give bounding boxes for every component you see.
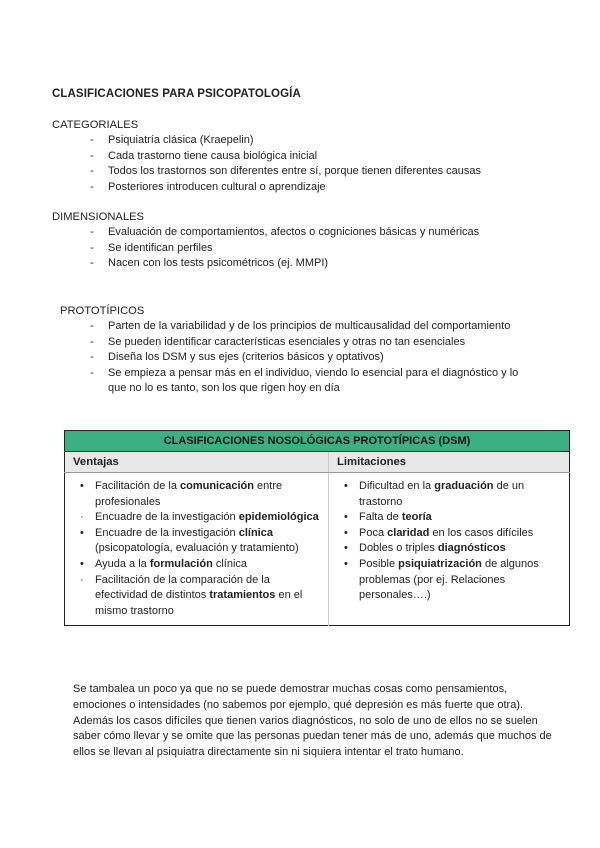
ventajas-cell	[65, 473, 329, 626]
section-dimensionales	[52, 210, 510, 272]
list-item: · Encuadre de la investigación epidemiológica	[73, 510, 320, 526]
list-item: - Parten de la variabilidad y de los principios de multicausalidad del comportamiento	[90, 319, 520, 335]
list-item: - Diseña los DSM y sus ejes (criterios básicos y optativos)	[90, 350, 520, 366]
list-item: • Facilitación de la comunicación entre profesionales	[73, 479, 320, 510]
list-item: - Cada trastorno tiene causa biológica inicial	[90, 149, 481, 165]
dash-list	[52, 133, 481, 195]
dash-list	[52, 225, 510, 272]
document-title: CLASIFICACIONES PARA PSICOPATOLOGÍA	[52, 88, 301, 100]
list-item: • Posible psiquiatrización de algunos problemas (por ej. Relaciones personales….)	[337, 557, 561, 604]
list-item: • Falta de teoría	[337, 510, 561, 526]
dsm-table	[64, 430, 570, 626]
section-heading: DIMENSIONALES	[52, 211, 145, 223]
dash-list	[60, 319, 520, 397]
section-categoriales	[52, 118, 481, 195]
list-item: - Se identifican perfiles	[90, 241, 510, 257]
list-item: · Facilitación de la comparación de la efectividad de distintos tratamientos en el mismo trastorno	[73, 573, 320, 620]
table-caption: CLASIFICACIONES NOSOLÓGICAS PROTOTÍPICAS (DSM)	[65, 431, 570, 452]
list-item: • Ayuda a la formulación clínica	[73, 557, 320, 573]
list-item: - Se empieza a pensar más en el individuo, viendo lo esencial para el diagnóstico y lo que no lo es tanto, son los que rigen hoy en día	[90, 366, 520, 397]
list-item: - Se pueden identificar características esenciales y otras no tan esenciales	[90, 335, 520, 351]
column-header-limitaciones: Limitaciones	[329, 452, 570, 473]
list-item: • Dobles o triples diagnósticos	[337, 541, 561, 557]
section-prototipicos	[60, 304, 520, 397]
list-item: - Todos los trastornos son diferentes entre sí, porque tienen diferentes causas	[90, 164, 481, 180]
list-item: • Dificultad en la graduación de un trastorno	[337, 479, 561, 510]
list-item: • Encuadre de la investigación clínica (psicopatología, evaluación y tratamiento)	[73, 526, 320, 557]
list-item: - Psiquiatría clásica (Kraepelin)	[90, 133, 481, 149]
closing-paragraph: Se tambalea un poco ya que no se puede demostrar muchas cosas como pensamientos, emociones o intensidades (no sabemos por ejemplo, qué depresión es más fuerte que otra). Además los casos difíciles que tienen varios diagnósticos, no solo de uno de ellos no se suelen saber cómo llevar y se omite que las personas puedan tener más de uno, además que muchos de ellos se llevan al psiquiatra directamente sin ni siquiera intentar el trato humano.	[73, 683, 552, 759]
column-header-ventajas: Ventajas	[65, 452, 329, 473]
limitaciones-list	[337, 479, 561, 604]
ventajas-list	[73, 479, 320, 619]
list-item: • Poca claridad en los casos difíciles	[337, 526, 561, 542]
section-heading: PROTOTÍPICOS	[60, 305, 145, 317]
limitaciones-cell	[329, 473, 570, 626]
list-item: - Evaluación de comportamientos, afectos o cogniciones básicas y numéricas	[90, 225, 510, 241]
list-item: - Posteriores introducen cultural o aprendizaje	[90, 180, 481, 196]
list-item: - Nacen con los tests psicométricos (ej. MMPI)	[90, 256, 510, 272]
section-heading: CATEGORIALES	[52, 119, 139, 131]
